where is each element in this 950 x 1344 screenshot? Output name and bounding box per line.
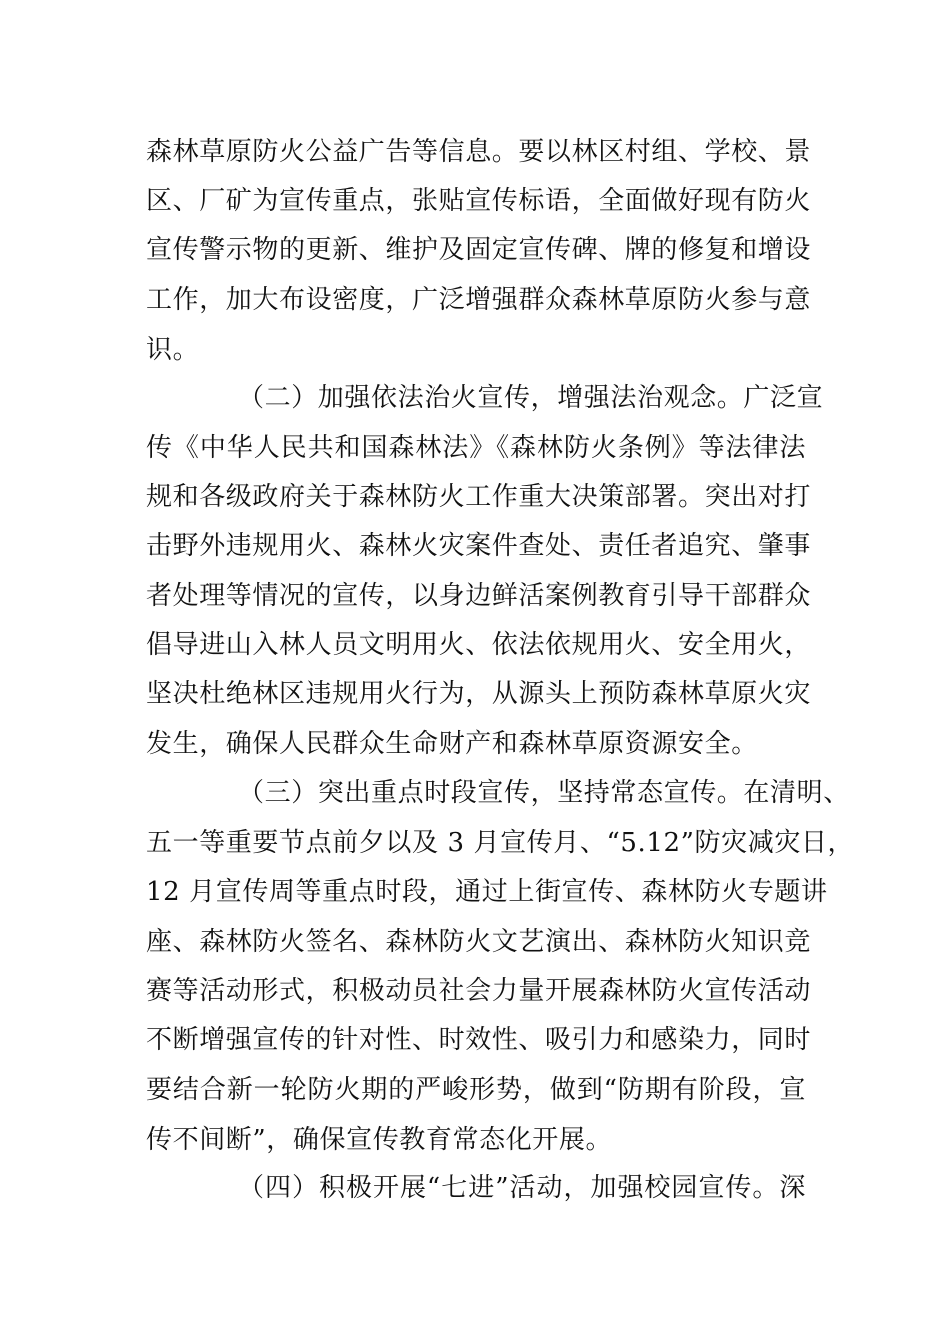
text-line: 五一等重要节点前夕以及 3 月宣传月、“5.12”防灾减灾日， [146, 828, 855, 858]
text-line: 发生，确保人民群众生命财产和森林草原资源安全。 [146, 729, 758, 759]
text-line: 识。 [146, 335, 200, 365]
text-line: 倡导进山入林人员文明用火、依法依规用火、安全用火， [146, 630, 812, 660]
text-line: 森林草原防火公益广告等信息。要以林区村组、学校、景 [146, 137, 812, 167]
text-line: 者处理等情况的宣传，以身边鲜活案例教育引导干部群众 [146, 581, 812, 611]
text-line: 宣传警示物的更新、维护及固定宣传碑、牌的修复和增设 [146, 235, 812, 265]
text-line: 击野外违规用火、森林火灾案件查处、责任者追究、肇事 [146, 531, 812, 561]
text-line: 12 月宣传周等重点时段，通过上街宣传、森林防火专题讲 [146, 877, 828, 907]
text-line: 座、森林防火签名、森林防火文艺演出、森林防火知识竞 [146, 927, 812, 957]
text-line: 要结合新一轮防火期的严峻形势，做到“防期有阶段，宣 [146, 1075, 806, 1105]
text-line: 传《中华人民共和国森林法》《森林防火条例》等法律法 [146, 433, 806, 463]
paragraph-heading-line: （二）加强依法治火宣传，增强法治观念。广泛宣 [238, 383, 824, 413]
text-line: 规和各级政府关于森林防火工作重大决策部署。突出对打 [146, 482, 812, 512]
text-line: 坚决杜绝林区违规用火行为，从源头上预防森林草原火灾 [146, 679, 812, 709]
text-line: 不断增强宣传的针对性、时效性、吸引力和感染力，同时 [146, 1025, 812, 1055]
text-line: 传不间断”，确保宣传教育常态化开展。 [146, 1125, 613, 1155]
text-line: 赛等活动形式，积极动员社会力量开展森林防火宣传活动 [146, 976, 812, 1006]
paragraph-heading-line: （四）积极开展“七进”活动，加强校园宣传。深 [238, 1173, 806, 1203]
text-line: 工作，加大布设密度，广泛增强群众森林草原防火参与意 [146, 285, 812, 315]
text-line: 区、厂矿为宣传重点，张贴宣传标语，全面做好现有防火 [146, 186, 812, 216]
paragraph-heading-line: （三）突出重点时段宣传，坚持常态宣传。在清明、 [238, 778, 850, 808]
